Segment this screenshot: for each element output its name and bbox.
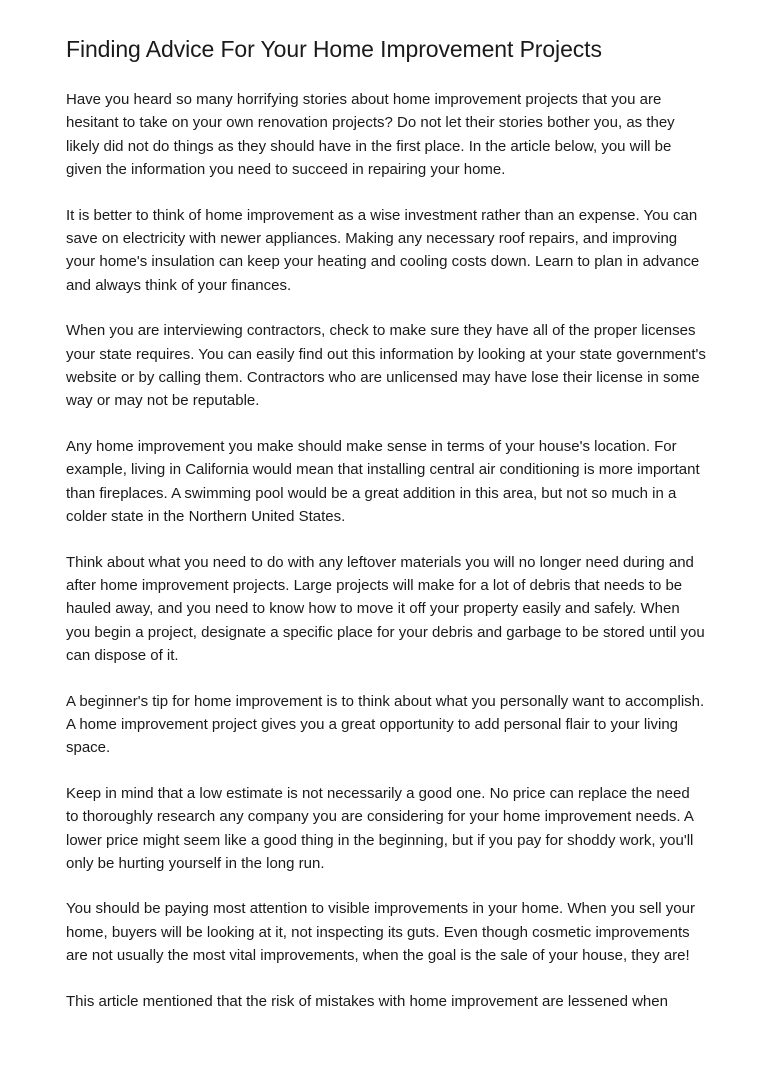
- paragraph-leftover-materials: Think about what you need to do with any leftover materials you will no longer need during and after home improvement projects. Large projects will make for a lot of debris that needs to be hauled away, and you need to know how to move it off your property easily and safely. When you begin a project, designate a specific place for your debris and garbage to be stored until you can dispose of it.: [66, 553, 705, 665]
- paragraph-intro: Have you heard so many horrifying stories about home improvement projects that you are hesitant to take on your own renovation projects? Do not let their stories bother you, as they likely did not do things as they should have in the first place. In the article below, you will be given the information you need to succeed in repairing your home.: [66, 91, 675, 179]
- paragraph-conclusion: This article mentioned that the risk of mistakes with home improvement are lessened when: [66, 992, 668, 1010]
- paragraph-investment: It is better to think of home improvement as a wise investment rather than an expense. You can save on electricity with newer appliances. Making any necessary roof repairs, and improving your home's insulation can keep your heating and cooling costs down. Learn to plan in advance and always think of your finances.: [66, 206, 700, 294]
- paragraph-beginner-tip: A beginner's tip for home improvement is to think about what you personally want to accomplish. A home improvement project gives you a great opportunity to add personal flair to your living space.: [66, 692, 705, 757]
- paragraph-location: Any home improvement you make should make sense in terms of your house's location. For example, living in California would mean that installing central air conditioning is more important than fireplaces. A swimming pool would be a great addition in this area, but not so much in a colder state in the Northern United States.: [66, 437, 700, 526]
- paragraph-contractors: When you are interviewing contractors, check to make sure they have all of the proper licenses your state requires. You can easily find out this information by looking at your state government's website or by calling them. Contractors who are unlicensed may have lose their license in some way or may not be reputable.: [66, 322, 706, 410]
- document-title: Finding Advice For Your Home Improvement Projects: [66, 36, 602, 62]
- paragraph-low-estimate: Keep in mind that a low estimate is not necessarily a good one. No price can replace the need to thoroughly research any company you are considering for your home improvement needs. A lower price might seem like a good thing in the beginning, but if you pay for shoddy work, you'll only be hurting yourself in the long run.: [66, 784, 694, 872]
- paragraph-visible-improvements: You should be paying most attention to visible improvements in your home. When you sell your home, buyers will be looking at it, not inspecting its guts. Even though cosmetic improvements are not usually the most vital improvements, when the goal is the sale of your house, they are!: [66, 900, 695, 965]
